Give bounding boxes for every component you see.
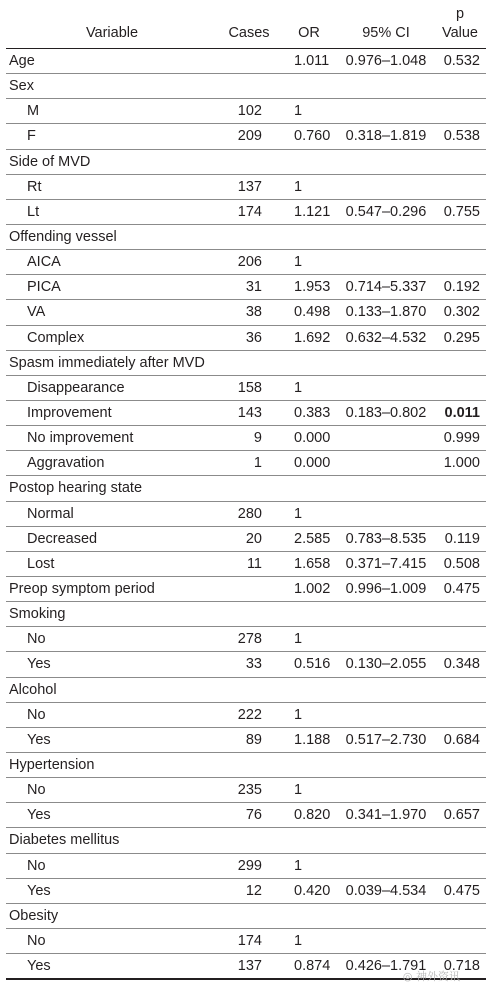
cell-or: 1	[294, 706, 303, 723]
cell-p-value: 0.755	[443, 203, 480, 220]
cell-ci	[338, 426, 434, 451]
cell-variable: Rt	[27, 178, 42, 195]
cell-cases: 1	[253, 455, 262, 472]
table-row-category	[6, 576, 486, 601]
cell-ci	[338, 149, 434, 174]
cell-variable: No	[27, 857, 46, 874]
cell-p-value: 0.475	[443, 882, 480, 899]
cell-variable: No improvement	[27, 430, 134, 447]
cell-variable: Alcohol	[9, 681, 57, 698]
table-row-subitem	[6, 652, 486, 677]
cell-or	[280, 828, 338, 853]
cell-p-value	[434, 350, 486, 375]
cell-p-value	[434, 752, 486, 777]
table-row-subitem	[6, 702, 486, 727]
cell-p-value	[434, 174, 486, 199]
cell-variable: Offending vessel	[9, 229, 117, 246]
cell-p-value	[434, 476, 486, 501]
cell-p-value	[434, 501, 486, 526]
cell-ci	[338, 99, 434, 124]
cell-ci: 0.632–4.532	[345, 329, 427, 346]
table-row-subitem	[6, 250, 486, 275]
cell-ci	[338, 250, 434, 275]
table-body	[6, 49, 486, 979]
cell-ci: 0.341–1.970	[345, 807, 427, 824]
cell-or: 0.383	[294, 405, 331, 422]
cell-variable: Normal	[27, 505, 74, 522]
cell-or: 1	[294, 857, 303, 874]
cell-ci	[338, 602, 434, 627]
header-p-line1: p	[455, 6, 465, 22]
cell-p-value	[434, 375, 486, 400]
table-row-category	[6, 828, 486, 853]
table-row-category	[6, 224, 486, 249]
cell-or	[280, 476, 338, 501]
cell-variable: Complex	[27, 329, 85, 346]
header-ci: 95% CI	[362, 25, 410, 41]
cell-or: 1	[294, 379, 303, 396]
cell-p-value	[434, 828, 486, 853]
cell-variable: Aggravation	[27, 455, 105, 472]
table-row-category	[6, 149, 486, 174]
cell-p-value	[434, 702, 486, 727]
cell-variable: Yes	[27, 656, 51, 673]
cell-ci: 0.133–1.870	[345, 304, 427, 321]
cell-cases: 280	[237, 505, 262, 522]
cell-cases	[218, 828, 280, 853]
table-row-subitem	[6, 853, 486, 878]
cell-variable: No	[27, 631, 46, 648]
cell-cases: 31	[245, 279, 262, 296]
table-row-subitem	[6, 199, 486, 224]
header-p-value	[434, 5, 486, 49]
watermark-text: 神外资讯	[416, 970, 460, 983]
cell-variable: Smoking	[9, 606, 66, 623]
cell-cases	[218, 677, 280, 702]
cell-or: 0.820	[294, 807, 331, 824]
cell-cases: 137	[237, 178, 262, 195]
cell-cases	[218, 350, 280, 375]
cell-variable: PICA	[27, 279, 61, 296]
table-row-subitem	[6, 803, 486, 828]
cell-cases	[218, 903, 280, 928]
cell-ci	[338, 224, 434, 249]
cell-ci	[338, 903, 434, 928]
cell-or: 1	[294, 631, 303, 648]
cell-ci	[338, 752, 434, 777]
cell-cases: 235	[237, 782, 262, 799]
cell-cases	[218, 476, 280, 501]
cell-p-value: 0.657	[443, 807, 480, 824]
table-row-subitem	[6, 124, 486, 149]
cell-p-value: 0.538	[443, 128, 480, 145]
cell-variable: Disappearance	[27, 379, 125, 396]
cell-or: 2.585	[294, 530, 331, 547]
cell-p-value: 0.999	[443, 430, 480, 447]
cell-or	[280, 350, 338, 375]
cell-p-value: 0.684	[443, 731, 480, 748]
header-row	[6, 5, 486, 49]
cell-ci	[338, 375, 434, 400]
cell-variable: Obesity	[9, 907, 59, 924]
cell-ci	[338, 778, 434, 803]
cell-ci	[338, 74, 434, 99]
cell-cases: 174	[237, 203, 262, 220]
cell-or: 1	[294, 103, 303, 120]
cell-p-value	[434, 149, 486, 174]
cell-or: 0.420	[294, 882, 331, 899]
cell-variable: Age	[9, 53, 35, 70]
cell-cases: 76	[245, 807, 262, 824]
cell-ci: 0.714–5.337	[345, 279, 427, 296]
table-row-subitem	[6, 778, 486, 803]
table-row-category	[6, 602, 486, 627]
cell-or: 0.000	[294, 455, 331, 472]
cell-or: 1.188	[294, 731, 331, 748]
cell-ci	[338, 928, 434, 953]
cell-variable: Diabetes mellitus	[9, 832, 120, 849]
cell-cases: 209	[237, 128, 262, 145]
cell-p-value	[434, 99, 486, 124]
cell-cases	[218, 602, 280, 627]
cell-or: 0.760	[294, 128, 331, 145]
cell-ci	[338, 828, 434, 853]
cell-variable: No	[27, 782, 46, 799]
cell-ci: 0.130–2.055	[345, 656, 427, 673]
cell-variable: Yes	[27, 957, 51, 974]
cell-cases: 222	[237, 706, 262, 723]
watermark-logo: ◎ 神外资讯	[402, 970, 460, 983]
table-row-subitem	[6, 727, 486, 752]
cell-variable: M	[27, 103, 40, 120]
cell-ci: 0.517–2.730	[345, 731, 427, 748]
cell-p-value: 0.192	[443, 279, 480, 296]
cell-cases	[218, 49, 280, 74]
cell-ci: 0.996–1.009	[345, 581, 427, 598]
cell-variable: F	[27, 128, 36, 145]
cell-or: 1.011	[294, 53, 330, 70]
cell-variable: Preop symptom period	[9, 581, 155, 598]
cell-cases	[218, 224, 280, 249]
cell-cases	[218, 576, 280, 601]
header-cases: Cases	[228, 25, 270, 41]
cell-cases: 143	[237, 405, 262, 422]
cell-or: 1.002	[294, 581, 331, 598]
cell-or: 1.953	[294, 279, 331, 296]
cell-p-value	[434, 627, 486, 652]
cell-variable: Yes	[27, 807, 51, 824]
table-row-category	[6, 74, 486, 99]
cell-or: 0.000	[294, 430, 331, 447]
cell-p-value	[434, 853, 486, 878]
cell-cases: 12	[245, 882, 262, 899]
table-row-subitem	[6, 426, 486, 451]
table-row-subitem	[6, 526, 486, 551]
header-variable: Variable	[85, 25, 139, 41]
cell-cases	[218, 752, 280, 777]
cell-p-value	[434, 250, 486, 275]
table-row-category	[6, 903, 486, 928]
cell-or: 1	[294, 505, 303, 522]
cell-p-value: 0.348	[443, 656, 480, 673]
table-row-subitem	[6, 627, 486, 652]
cell-cases	[218, 74, 280, 99]
cell-p-value: 0.011	[444, 405, 480, 422]
cell-ci: 0.426–1.791	[345, 957, 427, 974]
cell-cases: 20	[245, 530, 262, 547]
table-row-subitem	[6, 928, 486, 953]
cell-p-value	[434, 224, 486, 249]
table-row-subitem	[6, 300, 486, 325]
cell-ci	[338, 501, 434, 526]
cell-or	[280, 677, 338, 702]
cell-or: 1	[294, 932, 303, 949]
cell-cases: 36	[245, 329, 262, 346]
cell-ci: 0.183–0.802	[345, 405, 427, 422]
cell-or: 1	[294, 254, 303, 271]
cell-ci: 0.371–7.415	[345, 555, 427, 572]
cell-p-value: 0.718	[443, 957, 480, 974]
cell-variable: No	[27, 706, 46, 723]
cell-cases: 137	[237, 957, 262, 974]
cell-p-value	[434, 928, 486, 953]
cell-variable: Lost	[27, 555, 55, 572]
cell-ci: 0.976–1.048	[345, 53, 427, 70]
table-row-subitem	[6, 400, 486, 425]
cell-ci: 0.783–8.535	[345, 530, 427, 547]
cell-variable: Side of MVD	[9, 153, 91, 170]
table-row-category	[6, 350, 486, 375]
cell-variable: Spasm immediately after MVD	[9, 354, 205, 371]
table-row-subitem	[6, 174, 486, 199]
table-row-category	[6, 752, 486, 777]
cell-ci	[338, 853, 434, 878]
cell-p-value	[434, 602, 486, 627]
cell-variable: Hypertension	[9, 757, 95, 773]
cell-p-value: 0.295	[443, 329, 480, 346]
table-row-category	[6, 677, 486, 702]
cell-or: 0.874	[294, 957, 331, 974]
cell-ci	[338, 476, 434, 501]
table-row-category	[6, 476, 486, 501]
header-or: OR	[298, 25, 320, 41]
table-header	[6, 5, 486, 49]
cell-cases: 158	[237, 379, 262, 396]
cell-cases: 299	[237, 857, 262, 874]
cell-ci	[338, 677, 434, 702]
cell-or	[280, 752, 338, 777]
cell-p-value: 0.508	[443, 555, 480, 572]
cell-variable: Sex	[9, 78, 34, 95]
cell-p-value: 0.302	[443, 304, 480, 321]
cell-or	[280, 74, 338, 99]
cell-or: 0.498	[294, 304, 331, 321]
cell-cases: 11	[246, 555, 262, 572]
cell-p-value	[434, 74, 486, 99]
cell-variable: Lt	[27, 203, 40, 220]
table-row-subitem	[6, 878, 486, 903]
table-row-subitem	[6, 325, 486, 350]
table-row-subitem	[6, 375, 486, 400]
cell-variable: Yes	[27, 731, 51, 748]
cell-or	[280, 149, 338, 174]
cell-or: 1.121	[294, 203, 331, 220]
cell-or: 1.692	[294, 329, 331, 346]
cell-or	[280, 224, 338, 249]
cell-p-value: 0.475	[443, 581, 480, 598]
cell-variable: AICA	[27, 254, 61, 271]
table-row-subitem	[6, 501, 486, 526]
cell-p-value: 0.119	[444, 530, 480, 547]
cell-ci: 0.039–4.534	[345, 882, 427, 899]
cell-cases: 89	[245, 731, 262, 748]
cell-or: 1	[294, 178, 303, 195]
regression-table	[6, 4, 486, 980]
table-row-subitem	[6, 551, 486, 576]
cell-p-value	[434, 903, 486, 928]
cell-variable: VA	[27, 304, 46, 321]
cell-cases: 206	[237, 254, 262, 271]
cell-variable: Postop hearing state	[9, 480, 143, 497]
cell-cases	[218, 149, 280, 174]
cell-ci	[338, 174, 434, 199]
table-row-subitem	[6, 451, 486, 476]
cell-cases: 38	[245, 304, 262, 321]
cell-or	[280, 903, 338, 928]
header-p-line2: Value	[441, 25, 478, 41]
cell-ci	[338, 451, 434, 476]
cell-cases: 278	[237, 631, 262, 648]
cell-ci	[338, 350, 434, 375]
cell-or: 1.658	[294, 555, 331, 572]
cell-cases: 33	[245, 656, 262, 673]
cell-ci: 0.547–0.296	[345, 203, 427, 220]
cell-variable: Decreased	[27, 530, 98, 547]
cell-p-value: 1.000	[443, 455, 480, 472]
table-row-category	[6, 49, 486, 74]
cell-cases: 174	[237, 932, 262, 949]
cell-ci	[338, 627, 434, 652]
cell-or: 0.516	[294, 656, 331, 673]
cell-p-value	[434, 778, 486, 803]
cell-variable: Improvement	[27, 405, 112, 422]
cell-ci	[338, 702, 434, 727]
cell-variable: Yes	[27, 882, 51, 899]
cell-ci: 0.318–1.819	[345, 128, 427, 145]
table-row-subitem	[6, 99, 486, 124]
cell-p-value: 0.532	[443, 53, 480, 70]
cell-variable: No	[27, 932, 46, 949]
cell-cases: 102	[237, 103, 262, 120]
cell-or	[280, 602, 338, 627]
cell-p-value	[434, 677, 486, 702]
cell-cases: 9	[253, 430, 262, 447]
cell-or: 1	[294, 782, 303, 799]
table-row-subitem	[6, 275, 486, 300]
